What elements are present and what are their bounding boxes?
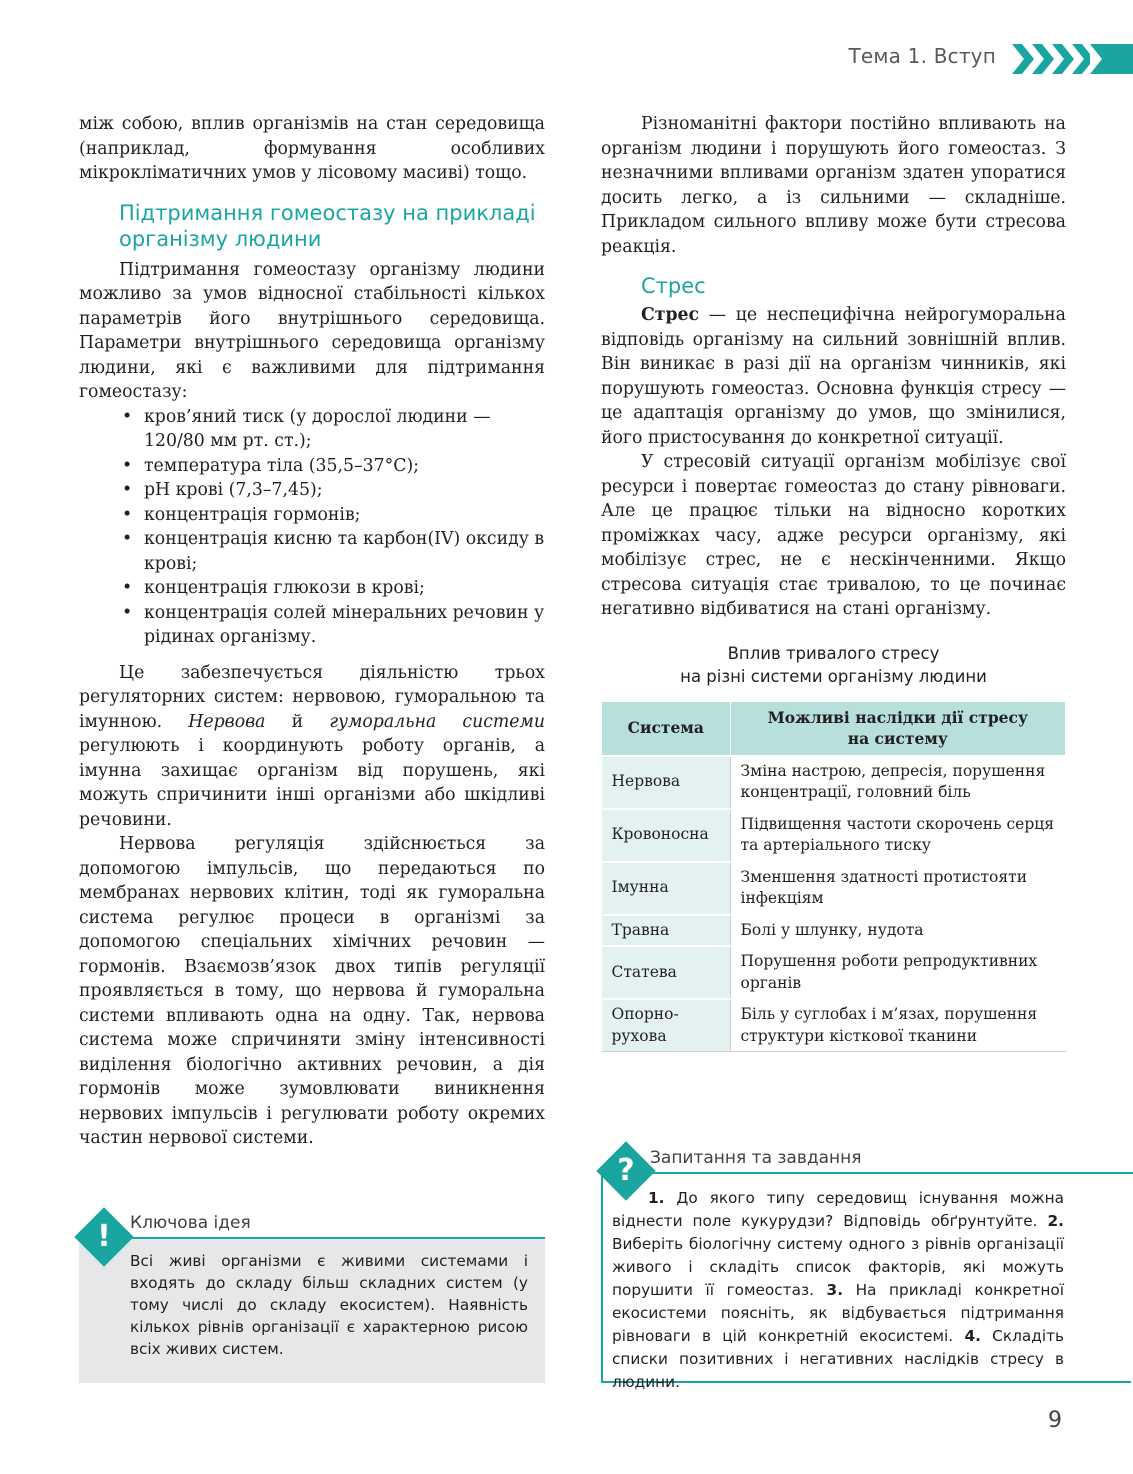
key-idea-divider [118, 1237, 545, 1239]
questions-label: Запитання та завдання [650, 1148, 862, 1168]
effect-cell: Порушення роботи репродуктивних органів [730, 946, 1066, 999]
homeostasis-paragraph: Підтримання гомеостазу організму людини можливо за умов відносної стабільності кількох параметрів його внутрішнього середовища. Параметри внутрішнього середовища організму людини, які є важливими для підтримання гомеостазу: [79, 259, 545, 402]
header-line: Можливі наслідки дії стресу [767, 707, 1028, 727]
header-line: на систему [847, 729, 948, 748]
right-column [601, 112, 1066, 1052]
table-caption [601, 642, 1066, 688]
questions-text [612, 1187, 1064, 1394]
table-row [602, 915, 1066, 947]
question-text: На прикладі конкретної екосистеми поясніть, як відбувається підтримання рівноваги в цій конкретній екосистемі. [612, 1281, 1064, 1345]
bold-term: Стрес [641, 305, 700, 325]
text-span: регулюють і координують роботу органів, а імунна захищає організм від порушень, які можуть спричинити інші організми або шкідливі речовини. [79, 736, 545, 830]
intro-paragraph: між собою, вплив організмів на стан середовища (наприклад, формування особливих мікрокліматичних умов у лісовому масиві) тощо. [79, 114, 545, 183]
question-number: 1. [648, 1189, 665, 1207]
factors-paragraph: Різноманітні фактори постійно впливають на організм людини і порушують його гомеостаз. З незначними впливами організм здатен упоратися досить легко, а із сильними — складніше. Прикладом сильного впливу може бути стресова реакція. [601, 114, 1066, 257]
effect-cell: Зменшення здатності протистояти інфекціям [730, 862, 1066, 915]
list-item: • концентрація солей мінеральних речовин у рідинах організму. [122, 601, 545, 650]
text-span: — це неспецифічна нейрогуморальна відповідь організму на сильний зовнішній вплив. Він виникає в разі дії на організм чинників, які порушують гомеостаз. Основна функція стресу — це адаптація організму до умов, що змінилися, його пристосування до конкретної ситуації. [601, 305, 1066, 448]
text-span: Це забезпечується діяльністю трьох регуляторних систем: нервовою, гуморальною та імунною. [79, 662, 545, 732]
table-row [602, 862, 1066, 915]
nervous-regulation-paragraph: Нервова регуляція здійснюється за допомогою імпульсів, що передаються по мембранах нервових клітин, тоді як гуморальна система регулює процеси в організмі за допомогою спеціальних хімічних речовин — гормонів. Взаємозв’язок двох типів регуляції проявляється в тому, що нервова й гуморальна системи впливають одна на одну. Так, нервова система може спричиняти зміну інтенсивності виділення біологічно активних речовин, а дія гормонів може зумовлювати виникнення нервових імпульсів і регулювати роботу окремих частин нервової системи. [79, 834, 545, 1148]
list-item: • концентрація кисню та карбон(IV) оксиду в крові; [122, 527, 545, 576]
key-idea-label: Ключова ідея [130, 1213, 251, 1233]
table-row [602, 809, 1066, 862]
list-item: • pH крові (7,3–7,45); [122, 478, 545, 503]
question-text: Виберіть біологічну систему одного з рівнів організації живого і складіть список факторів, які можуть порушити її гомеостаз. [612, 1235, 1064, 1299]
effect-cell: Болі у шлунку, нудота [730, 915, 1066, 947]
list-item: • кров’яний тиск (у дорослої людини — 120/80 мм рт. ст.); [122, 405, 545, 454]
system-cell: Нервова [602, 756, 731, 809]
text-span: й [265, 711, 330, 732]
question-text: До якого типу середовищ існування можна віднести поле кукурудзи? Відповідь обґрунтуйте. [612, 1189, 1064, 1230]
system-cell: Кровоносна [602, 809, 731, 862]
table-row [602, 999, 1066, 1052]
system-cell: Опорно-рухова [602, 999, 731, 1052]
question-mark-icon: ? [617, 1153, 635, 1188]
stress-definition [601, 303, 1066, 450]
homeostasis-heading: Підтримання гомеостазу на прикладі організму людини [119, 200, 536, 251]
questions-divider [650, 1172, 1133, 1174]
stress-effects-table [601, 701, 1066, 1053]
question-number: 4. [964, 1327, 981, 1345]
system-cell: Травна [602, 915, 731, 947]
left-column [79, 112, 545, 1151]
list-item: • концентрація глюкози в крові; [122, 576, 545, 601]
caption-line: на різні системи організму людини [680, 666, 987, 686]
list-item: • температура тіла (35,5–37°С); [122, 454, 545, 479]
italic-term: Нервова [188, 711, 266, 732]
chapter-title: Тема 1. Вступ [848, 44, 996, 68]
column-header-effects [730, 701, 1066, 756]
stress-situation-paragraph: У стресовій ситуації організм мобілізує свої ресурси і повертає гомеостаз до стану рівноваги. Але це працює тільки на відносно коротких проміжках часу, адже ресурси організму, які мобілізує стрес, не є нескінченними. Якщо стресова ситуація стає тривалою, то це починає негативно відбиватися на стані організму. [601, 452, 1066, 619]
list-item: • концентрація гормонів; [122, 503, 545, 528]
table-header-row [602, 701, 1066, 756]
question-number: 3. [826, 1281, 844, 1299]
stress-heading: Стрес [641, 274, 706, 298]
key-idea-text: Всі живі організми є живими системами і входять до складу більш складних систем (у тому числі до складу екосистем). Наявність кількох рівнів організації є характерною рисою всіх живих систем. [130, 1252, 528, 1358]
question-number: 2. [1047, 1212, 1064, 1230]
table-row [602, 756, 1066, 809]
effect-cell: Біль у суглобах і м’язах, порушення структури кісткової тканини [730, 999, 1066, 1052]
regulatory-systems-paragraph [79, 661, 545, 833]
system-cell: Статева [602, 946, 731, 999]
parameters-list [79, 405, 545, 650]
chevrons-icon [1012, 42, 1133, 76]
effect-cell: Зміна настрою, депресія, порушення концентрації, головний біль [730, 756, 1066, 809]
effect-cell: Підвищення частоти скорочень серця та артеріального тиску [730, 809, 1066, 862]
question-text: Складіть списки позитивних і негативних наслідків стресу в людини. [612, 1327, 1064, 1391]
italic-term: гуморальна системи [329, 711, 545, 732]
column-header-system: Система [602, 701, 731, 756]
exclamation-icon: ! [97, 1219, 111, 1254]
system-cell: Імунна [602, 862, 731, 915]
table-row [602, 946, 1066, 999]
caption-line: Вплив тривалого стресу [727, 643, 940, 663]
page-number: 9 [1048, 1408, 1062, 1433]
